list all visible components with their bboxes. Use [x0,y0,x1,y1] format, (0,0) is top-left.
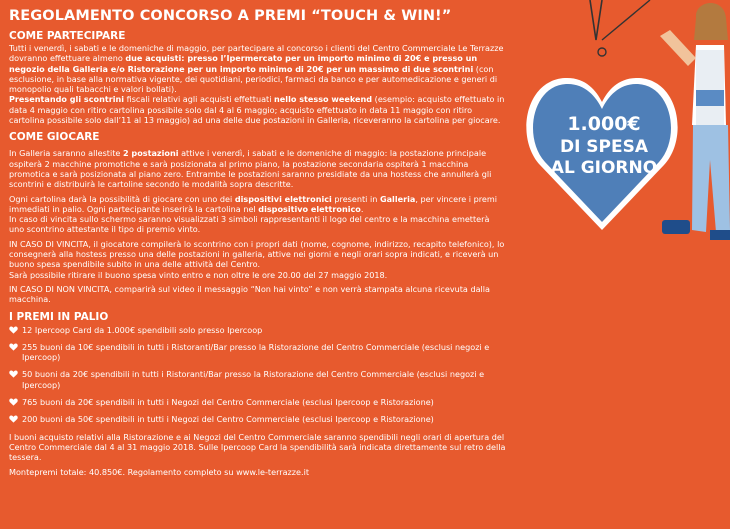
prize-list [9,325,507,425]
prize-footer: Montepremi totale: 40.850€. Regolamento completo su www.le-terrazze.it [9,466,310,477]
bold-run: dispositivo elettronico [258,203,361,214]
paragraph: In caso di vincita sullo schermo saranno visualizzati 3 simboli rappresentanti il logo del centro e la macchina emetterà uno scontrino attestante il tipo di premio vinto. [9,214,490,235]
bold-run: dispositivi elettronici [234,193,332,204]
prize-note: I buoni acquisto relativi alla Ristorazione e ai Negozi del Centro Commerciale saranno spendibili negli orari di apertura del Centro Commerciale dal 4 al 31 maggio 2018. Sulle Ipercoop Card la spendibilità sarà indicata direttamente sul retro della tessera. [9,431,506,463]
rich-paragraph [9,94,507,125]
promo-artwork [510,0,730,300]
text-run: (con esclusione, in base alla normativa vigente, dei quotidiani, periodici, farmaci da banco e per automedicazione e generi di monopolio quali tabacchi e valori bollati). [9,63,498,95]
tag-string [590,0,602,40]
prize-text: 765 buoni da 20€ spendibili in tutti i Negozi del Centro Commerciale (esclusi Ipercoop e Ristorazione) [22,397,434,408]
page-title: REGOLAMENTO CONCORSO A PREMI “TOUCH & WIN!” [9,8,452,24]
prize-item [9,325,507,335]
paragraph: Sarà possibile ritirare il buono spesa vinto entro e non oltre le ore 20.00 del 27 maggio 2018. [9,269,388,280]
prize-text: 12 Ipercoop Card da 1.000€ spendibili solo presso Ipercoop [22,324,263,335]
prize-item [9,414,507,424]
bold-run: due acquisti: presso l’Ipermercato per un importo minimo di 20€ e presso un negozio della Galleria e/o Ristorazione per un importo minimo di 20€ per un massimo di due scontrini [9,53,478,74]
section-title-come-partecipare: COME PARTECIPARE [9,30,126,42]
prize-text: 255 buoni da 10€ spendibili in tutti i Ristoranti/Bar presso la Ristorazione del Centro Commerciale (esclusi negozi e Ipercoop) [22,341,490,363]
heart-bullet-icon [9,398,18,406]
text-run: Tutti i venerdì, i sabati e le domeniche di maggio, per partecipare al concorso i clienti del Centro Commerciale Le Terrazze dovranno effettuare almeno [9,43,504,64]
text-run: (esempio: acquisto effettuato in data 4 maggio con ritiro cartolina possibile solo dal 4 al 6 maggio; acquisto effettuato in data 11 maggio con ritiro cartolina possibile solo dall’11 al 13 maggio) ad una delle due postazioni in Galleria, riceveranno la cartolina per giocare. [9,94,505,126]
bold-run: Galleria [379,193,416,204]
prize-item [9,342,507,363]
text-run: , per vincere i premi immediati in palio. Ogni partecipante inserirà la cartolina nel [9,193,498,214]
text-run: presenti in [331,193,380,204]
prize-item [9,397,507,407]
text-run: fiscali relativi agli acquisti effettuati [124,94,275,105]
rules-column [9,8,507,477]
paragraph: IN CASO DI NON VINCITA, comparirà sul video il messaggio “Non hai vinto” e non verrà stampata alcuna ricevuta dalla macchina. [9,283,490,305]
text-run: . [360,203,364,214]
text-run: Ogni cartolina darà la possibilità di giocare con uno dei [9,193,235,204]
section-title-come-giocare: COME GIOCARE [9,131,100,144]
prize-text: 50 buoni da 20€ spendibili in tutti i Ristoranti/Bar presso la Ristorazione del Centro Commerciale (esclusi negozi e Ipercoop) [22,369,485,390]
rich-paragraph [9,194,507,215]
bold-run: 2 postazioni [122,148,179,159]
rich-paragraph [9,148,507,189]
heart-bullet-icon [9,415,18,423]
prize-item [9,369,507,390]
tag-line-2: DI SPESA [559,137,649,157]
text-run: attive i venerdì, i sabati e le domeniche di maggio: la postazione principale ospiterà 2 macchine promotiche e sarà posizionata al primo piano, la postazione secondaria ospiterà 1 macchina promotica e sarà posizionata al piano zero. Entrambe le postazioni saranno presidiate da una hostess che annullerà gli scontrini e distribuirà le cartoline secondo le modalità sopra descritte. [9,148,492,190]
heart-tag-icon [526,48,677,230]
tag-line-1: 1.000€ [567,113,641,135]
text-run: In Galleria saranno allestite [9,148,123,159]
bold-run: Presentando gli scontrini [9,94,125,105]
heart-bullet-icon [9,343,18,351]
bold-run: nello stesso weekend [274,94,373,105]
section-title-premi: I PREMI IN PALIO [9,310,109,323]
heart-bullet-icon [9,326,18,334]
tag-line-3: AL GIORNO [550,158,658,178]
prize-text: 200 buoni da 50€ spendibili in tutti i Negozi del Centro Commerciale (esclusi Ipercoop e Ristorazione) [22,414,434,425]
heart-bullet-icon [9,370,18,378]
paragraph: IN CASO DI VINCITA, il giocatore compilerà lo scontrino con i propri dati (nome, cognome, indirizzo, recapito telefonico), lo consegnerà alla hostess presso una delle postazioni in galleria, attive nei giorni e negli orari sopra indicati, e riceverà un buono spesa spendibile subito in una delle attività del Centro. [9,238,505,270]
rich-paragraph [9,43,507,94]
